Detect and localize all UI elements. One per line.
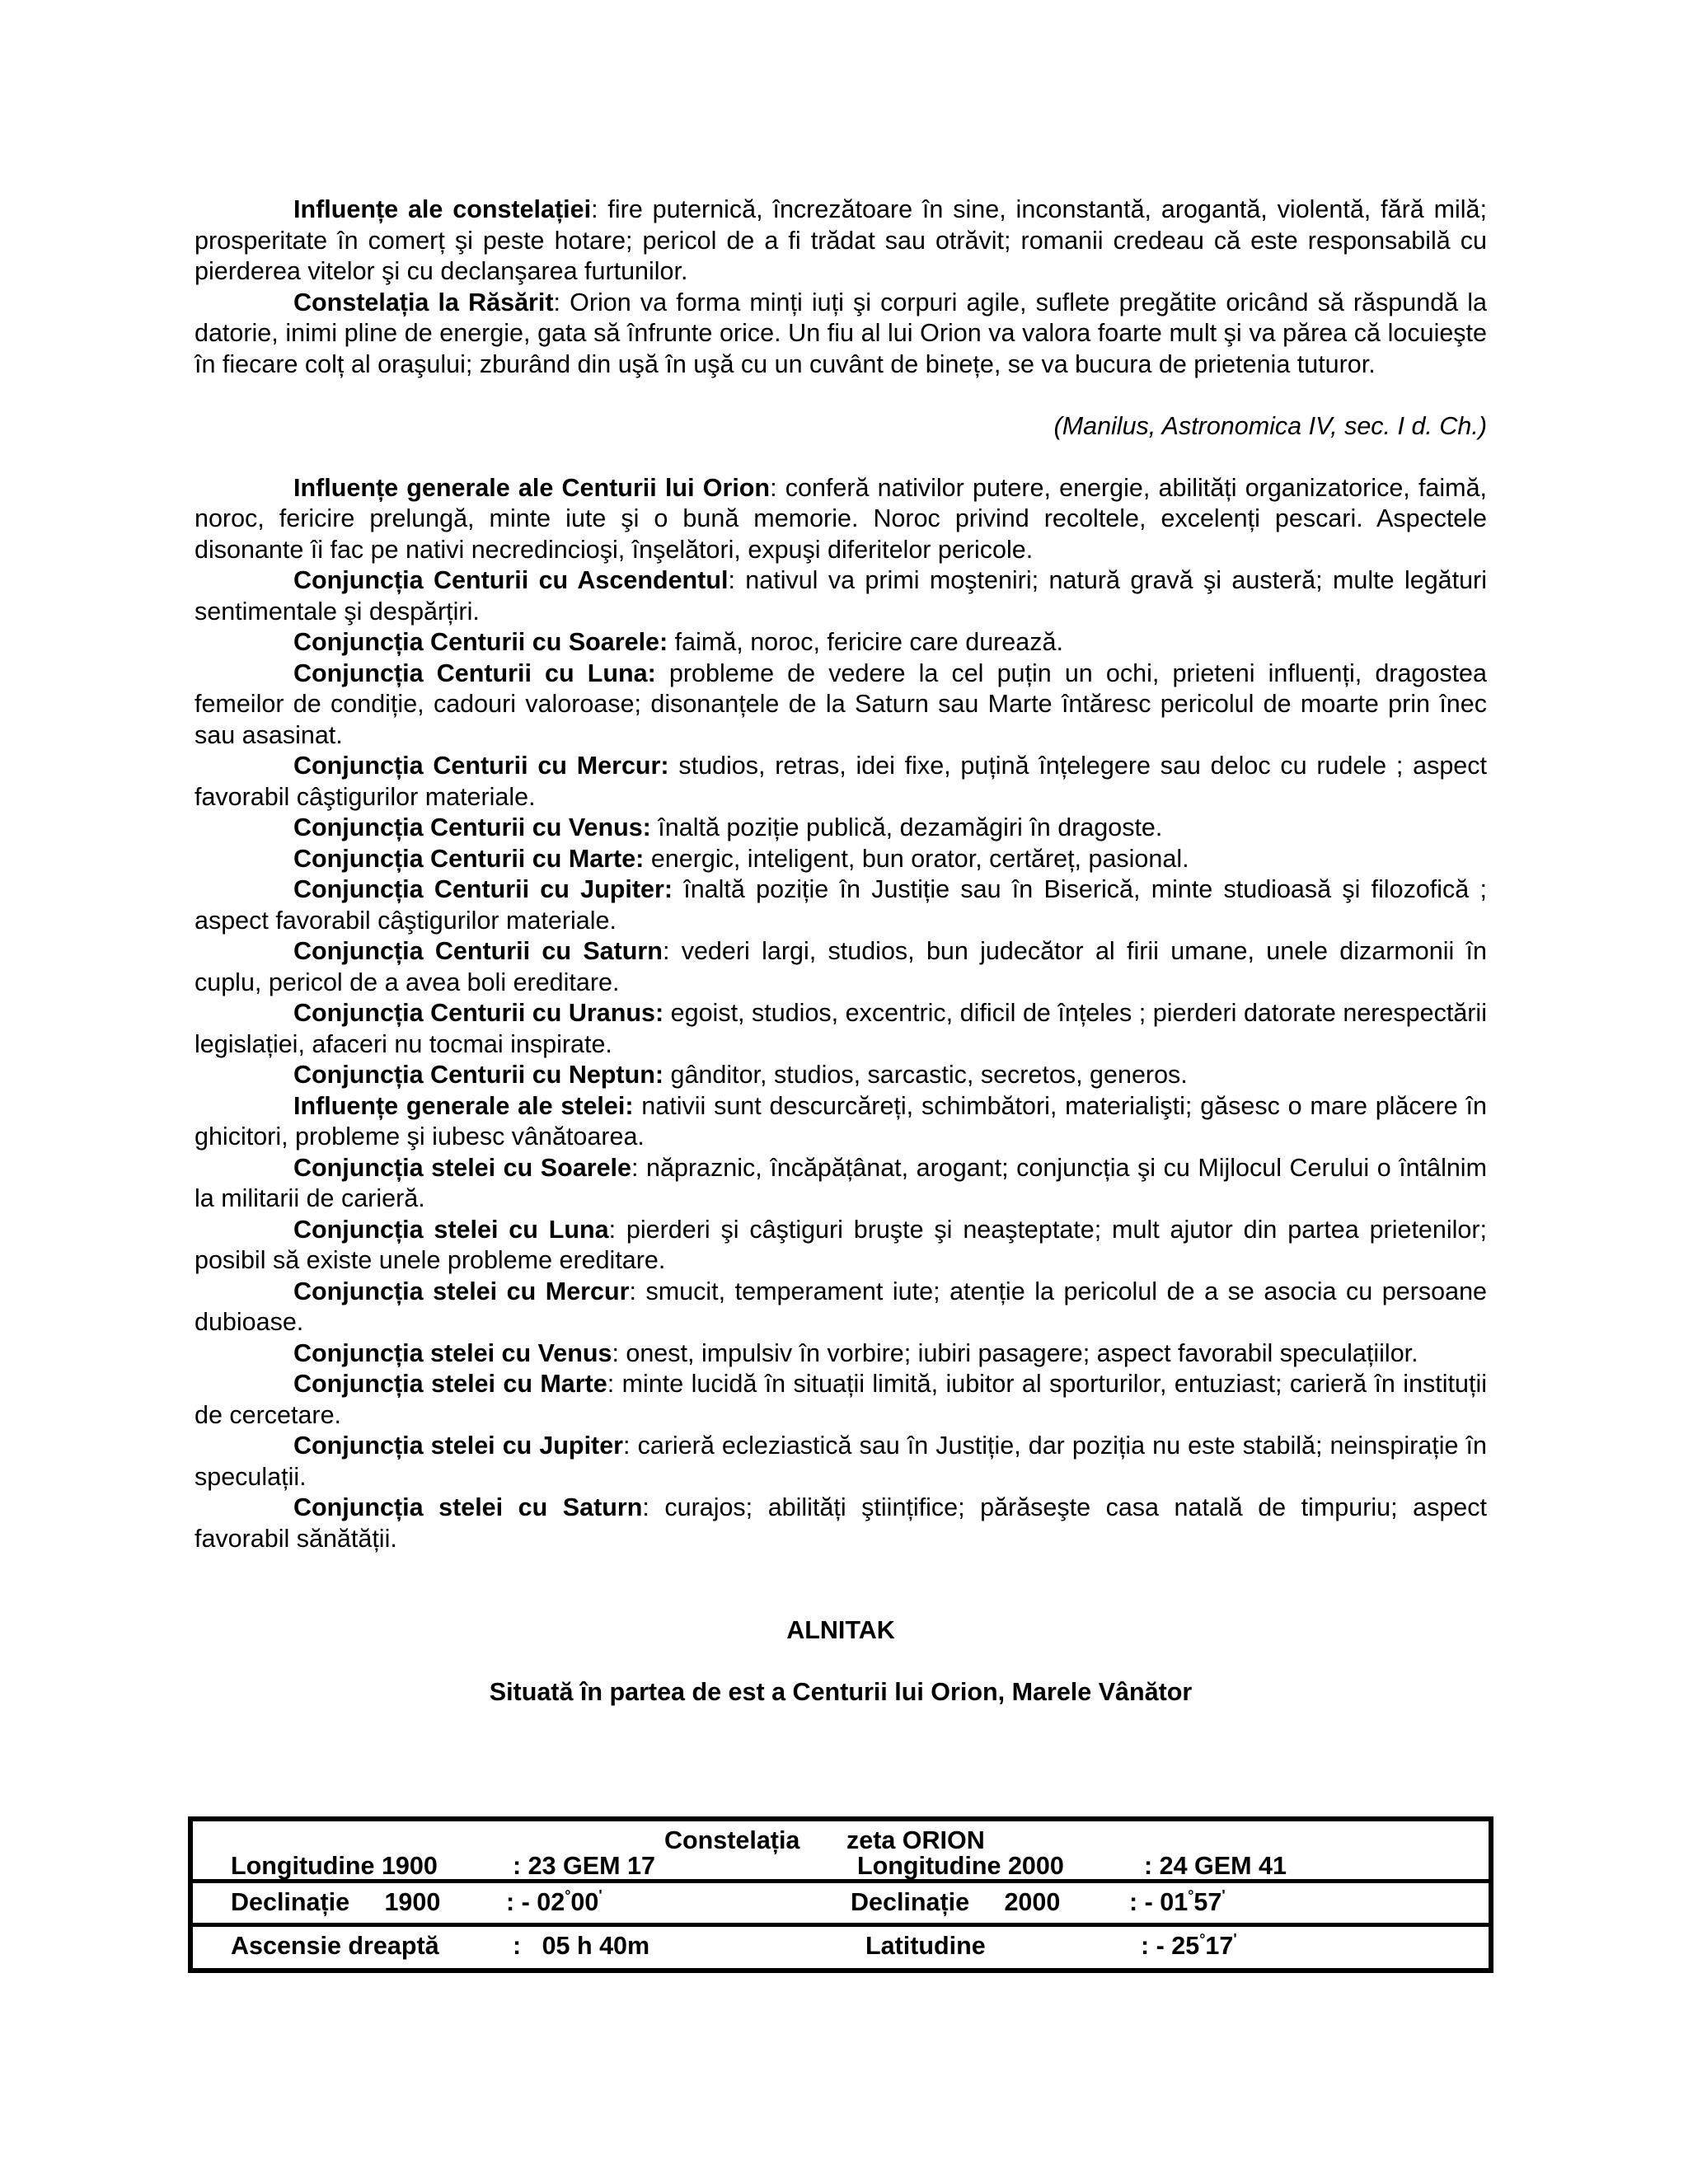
paragraph-text: : pierderi şi câştiguri bruşte şi neaşteptate; mult ajutor din partea prietenilor; posibil să existe unele probleme ereditare. — [195, 1215, 1487, 1274]
paragraph-text: : fire puternică, încrezătoare în sine, inconstantă, arogantă, violentă, fără milă; prosperitate în comerț şi peste hotare; pericol de a fi trădat sau otrăvit; romanii credeau că este responsabilă cu pierderea vitelor şi cu declanşarea furtunilor. — [195, 195, 1487, 285]
paragraph-lead: Conjuncția Centurii cu Saturn — [293, 937, 663, 965]
paragraph-text: energic, inteligent, bun orator, certăreț, pasional. — [644, 844, 1189, 873]
paragraph-lead: Influențe generale ale stelei: — [293, 1091, 634, 1120]
paragraph-text: : carieră ecleziastică sau în Justiție, dar poziția nu este stabilă; neinspirație în speculații. — [195, 1432, 1487, 1491]
paragraph — [195, 1431, 1487, 1493]
right-ascension-label: Ascensie dreaptă — [231, 1932, 439, 1960]
paragraph-lead: Conjuncția stelei cu Soarele — [293, 1153, 631, 1182]
paragraph-text: : onest, impulsiv în vorbire; iubiri pasagere; aspect favorabil speculațiilor. — [612, 1338, 1418, 1367]
paragraph-lead: Conjuncția Centurii cu Neptun: — [293, 1061, 664, 1089]
paragraph-text: : minte lucidă în situații limită, iubitor al sporturilor, entuziast; carieră în instituții de cercetare. — [195, 1370, 1488, 1429]
paragraph-lead: Conjuncția Centurii cu Marte: — [293, 844, 645, 873]
constellation-value: zeta ORION — [846, 1826, 985, 1854]
paragraph-text: egoist, studios, excentric, dificil de înțeles ; pierderi datorate nerespectării legislației, afaceri nu tocmai inspirate. — [195, 999, 1487, 1058]
paragraph — [195, 627, 1487, 658]
paragraph — [195, 1277, 1487, 1338]
table-row — [193, 1883, 1489, 1927]
constellation-label: Constelația — [664, 1826, 800, 1854]
paragraph — [195, 874, 1487, 936]
paragraph-text: : Orion va forma minți iuți şi corpuri agile, suflete pregătite oricând să răspundă la datorie, inimi pline de energie, gata să înfrunte orice. Un fiu al lui Orion va valora foarte mult şi va părea că locuieşte în fiecare colț al oraşului; zburând din uşă în uşă cu un cuvânt de binețe, se va bucura de prietenia tuturor. — [195, 288, 1487, 378]
paragraph-lead: Conjuncția stelei cu Luna — [293, 1215, 609, 1244]
paragraph — [195, 1215, 1487, 1277]
paragraph — [195, 844, 1487, 875]
paragraph — [195, 1338, 1487, 1370]
paragraph — [195, 751, 1487, 813]
paragraph — [195, 565, 1487, 627]
paragraph — [195, 1369, 1487, 1431]
paragraph-text: : conferă nativilor putere, energie, abilități organizatorice, faimă, noroc, fericire prelungă, minte iute şi o bună memorie. Noroc privind recoltele, excelenți pescari. Aspectele disonante îi fac pe nativi necredincioşi, înşelători, expuşi diferitelor pericole. — [195, 473, 1488, 564]
paragraph-text: : smucit, temperament iute; atenție la pericolul de a se asocia cu persoane dubioase. — [195, 1277, 1487, 1336]
paragraph — [195, 194, 1487, 288]
paragraph-text: : vederi largi, studios, bun judecător al firii umane, unele dizarmonii în cuplu, pericol de a avea boli ereditare. — [195, 937, 1487, 996]
star-name-heading: ALNITAK — [786, 1616, 895, 1644]
paragraph-text: : nativul va primi moşteniri; natură gravă şi austeră; multe legături sentimentale şi despărțiri. — [195, 566, 1487, 626]
paragraph-lead: Conjuncția Centurii cu Ascendentul — [293, 566, 729, 594]
paragraph-text: probleme de vedere la cel puțin un ochi, prieteni influenți, dragostea femeilor de condiție, cadouri valoroase; disonanțele de la Saturn sau Marte întăresc pericolul de moarte prin înec sau asasinat. — [195, 658, 1487, 749]
paragraph — [195, 1091, 1487, 1153]
paragraph — [195, 936, 1487, 998]
paragraph-lead: Conjuncția stelei cu Saturn — [293, 1493, 643, 1521]
table-row — [193, 1821, 1489, 1883]
star-data-table — [188, 1816, 1493, 1973]
paragraph-lead: Conjuncția Centurii cu Mercur: — [293, 752, 669, 780]
paragraph-lead: Influențe generale ale Centurii lui Orion — [293, 473, 771, 502]
longitude-1900-value: : 23 GEM 17 — [513, 1852, 655, 1880]
declination-1900-value: : - 02°00' — [506, 1887, 603, 1916]
longitude-2000-value: : 24 GEM 41 — [1144, 1852, 1287, 1880]
paragraph-lead: Conjuncția Centurii cu Luna: — [293, 658, 656, 687]
latitude-label: Latitudine — [865, 1932, 986, 1960]
paragraph-text: înaltă poziție publică, dezamăgiri în dragoste. — [650, 813, 1163, 841]
longitude-1900-label: Longitudine 1900 — [231, 1852, 438, 1880]
paragraph-text: : năpraznic, încăpățânat, arogant; conjuncția şi cu Mijlocul Cerului o întâlnim la militarii de carieră. — [195, 1153, 1487, 1212]
paragraph-text: înaltă poziție în Justiție sau în Biserică, minte studioasă şi filozofică ; aspect favorabil câştigurilor materiale. — [195, 875, 1487, 935]
paragraph-lead: Conjuncția Centurii cu Jupiter: — [293, 875, 673, 903]
table-row — [193, 1927, 1489, 1968]
paragraph-text: nativii sunt descurcăreți, schimbători, materialişti; găsesc o mare plăcere în ghicitori, probleme şi iubesc vânătoarea. — [195, 1091, 1487, 1151]
paragraph — [195, 1153, 1487, 1215]
paragraph-text: gânditor, studios, sarcastic, secretos, generos. — [663, 1061, 1188, 1089]
paragraph-lead: Conjuncția stelei cu Venus — [293, 1338, 612, 1367]
longitude-2000-label: Longitudine 2000 — [857, 1852, 1064, 1880]
star-subtitle: Situată în partea de est a Centurii lui Orion, Marele Vânător — [489, 1678, 1193, 1706]
paragraph — [195, 1493, 1487, 1554]
paragraph-lead: Conjuncția stelei cu Mercur — [293, 1277, 630, 1305]
paragraph-lead: Conjuncția Centurii cu Soarele: — [293, 628, 668, 656]
latitude-value: : - 25°17' — [1141, 1931, 1237, 1960]
paragraph-lead: Constelația la Răsărit — [293, 288, 554, 316]
right-ascension-value: : 05 h 40m — [513, 1932, 650, 1960]
paragraph — [195, 1060, 1487, 1091]
declination-2000-label: Declinație 2000 — [851, 1888, 1061, 1916]
citation-quote: (Manilus, Astronomica IV, sec. I d. Ch.) — [1053, 412, 1487, 440]
paragraph-lead: Conjuncția stelei cu Jupiter — [293, 1432, 624, 1460]
paragraph — [195, 813, 1487, 844]
paragraph-lead: Conjuncția Centurii cu Venus: — [293, 813, 651, 841]
paragraph — [195, 998, 1487, 1060]
document-page — [195, 194, 1487, 1707]
paragraphs-main — [195, 473, 1487, 1555]
declination-1900-label: Declinație 1900 — [231, 1888, 441, 1916]
paragraph-lead: Conjuncția Centurii cu Uranus: — [293, 999, 664, 1027]
paragraph-lead: Conjuncția stelei cu Marte — [293, 1370, 607, 1398]
paragraph-text: studios, retras, idei fixe, puțină înțelegere sau deloc cu rudele ; aspect favorabil câştigurilor materiale. — [195, 752, 1487, 811]
paragraphs-top — [195, 194, 1487, 380]
paragraph-text: : curajos; abilități ştiințifice; părăseşte casa natală de timpuriu; aspect favorabil sănătății. — [195, 1493, 1487, 1553]
paragraph-lead: Influențe ale constelației — [293, 195, 592, 223]
paragraph — [195, 288, 1487, 381]
paragraph — [195, 658, 1487, 752]
declination-2000-value: : - 01°57' — [1129, 1887, 1226, 1916]
paragraph — [195, 473, 1487, 566]
paragraph-text: faimă, noroc, fericire care durează. — [668, 628, 1063, 656]
